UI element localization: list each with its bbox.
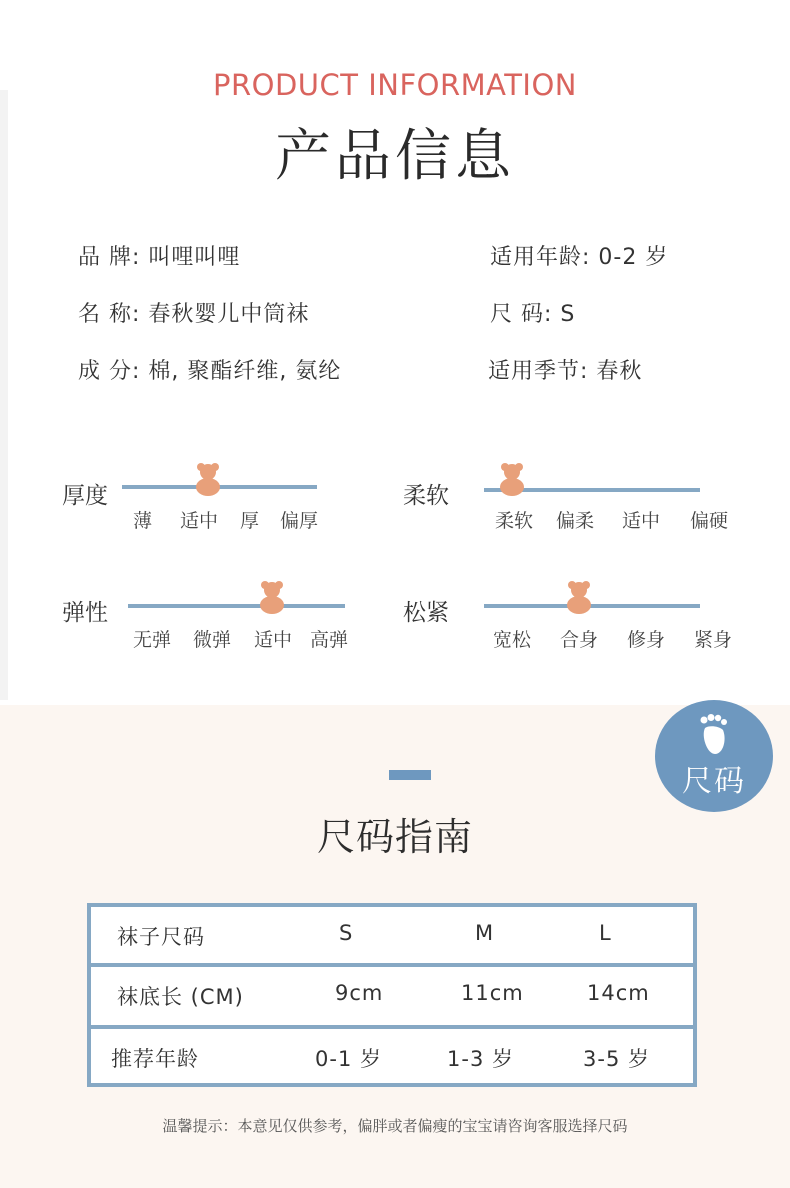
scale-option: 适中 xyxy=(254,629,293,651)
title-english: PRODUCT INFORMATION xyxy=(213,68,577,102)
bear-icon xyxy=(259,580,285,614)
info-age: 适用年龄: 0-2 岁 xyxy=(490,245,669,270)
table-cell: 3-5 岁 xyxy=(583,1047,650,1071)
scale-label: 弹性 xyxy=(62,600,108,626)
bear-icon xyxy=(566,580,592,614)
size-table xyxy=(87,903,697,1087)
info-size: 尺 码: S xyxy=(490,302,576,327)
row-header: 推荐年龄 xyxy=(111,1047,199,1071)
table-cell: M xyxy=(475,921,495,945)
row-header: 袜子尺码 xyxy=(117,925,205,949)
divider-dash xyxy=(389,770,431,780)
size-guide-title: 尺码指南 xyxy=(316,815,473,859)
scale-label: 厚度 xyxy=(62,483,108,509)
table-cell: S xyxy=(339,921,354,945)
table-cell: 0-1 岁 xyxy=(315,1047,382,1071)
title-chinese: 产品信息 xyxy=(275,124,515,189)
scale-label: 柔软 xyxy=(403,483,449,509)
row-header: 袜底长 (CM) xyxy=(117,985,244,1009)
table-cell: 11cm xyxy=(461,981,524,1005)
scale-option: 偏柔 xyxy=(556,510,595,532)
scale-option: 修身 xyxy=(627,629,666,651)
scale-option: 紧身 xyxy=(694,629,733,651)
table-row xyxy=(91,1025,693,1083)
table-cell: 9cm xyxy=(335,981,384,1005)
scale-bar xyxy=(484,604,700,608)
table-row xyxy=(91,963,693,1021)
scale-option: 适中 xyxy=(622,510,661,532)
scale-option: 薄 xyxy=(133,510,153,532)
info-brand: 品 牌: 叫哩叫哩 xyxy=(78,245,241,270)
scale-bar xyxy=(128,604,345,608)
scale-option: 合身 xyxy=(560,629,599,651)
scale-option: 高弹 xyxy=(310,629,349,651)
scale-option: 偏硬 xyxy=(690,510,729,532)
size-badge-label: 尺码 xyxy=(682,764,746,799)
info-composition: 成 分: 棉, 聚酯纤维, 氨纶 xyxy=(78,359,342,384)
scale-option: 无弹 xyxy=(133,629,172,651)
size-tip: 温馨提示：本意见仅供参考，偏胖或者偏瘦的宝宝请咨询客服选择尺码 xyxy=(162,1117,628,1135)
table-cell: L xyxy=(599,921,612,945)
scale-option: 厚 xyxy=(240,510,260,532)
size-badge xyxy=(655,700,773,812)
foot-icon xyxy=(699,714,729,756)
bear-icon xyxy=(195,462,221,496)
scale-label: 松紧 xyxy=(403,600,449,626)
scale-option: 微弹 xyxy=(193,629,232,651)
scale-option: 宽松 xyxy=(493,629,532,651)
table-cell: 14cm xyxy=(587,981,650,1005)
info-name: 名 称: 春秋婴儿中筒袜 xyxy=(78,302,310,327)
scale-option: 柔软 xyxy=(495,510,534,532)
table-row xyxy=(91,907,693,965)
scale-option: 适中 xyxy=(180,510,219,532)
bear-icon xyxy=(499,462,525,496)
table-cell: 1-3 岁 xyxy=(447,1047,514,1071)
info-season: 适用季节: 春秋 xyxy=(488,359,643,384)
scale-option: 偏厚 xyxy=(280,510,319,532)
